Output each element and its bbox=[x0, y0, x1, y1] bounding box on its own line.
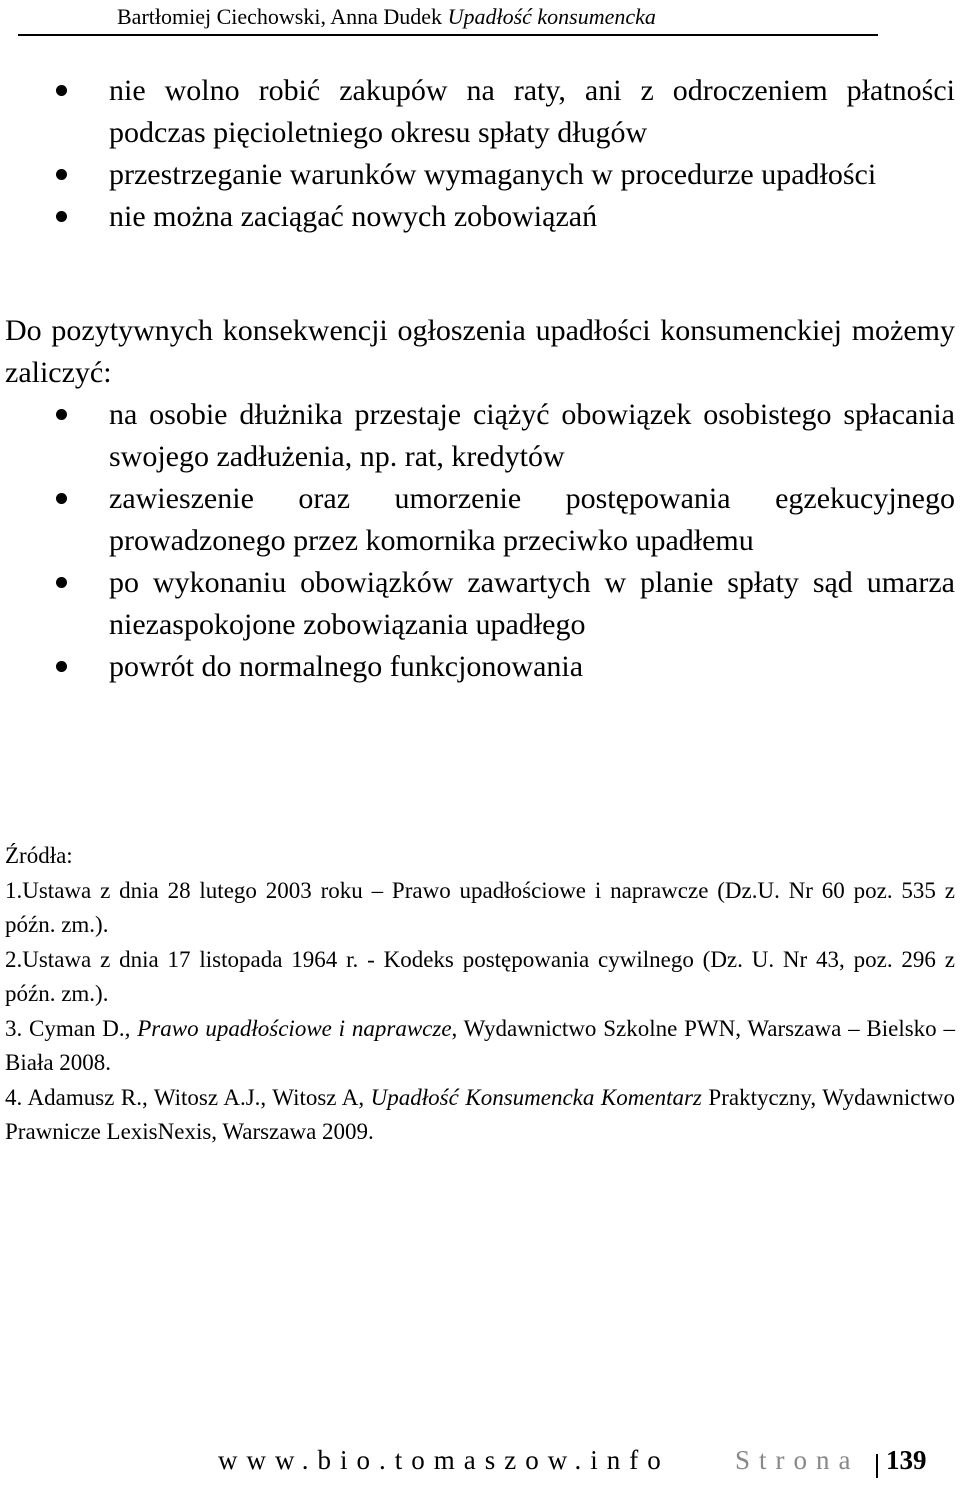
source-item-2: 2.Ustawa z dnia 17 listopada 1964 r. - Kodeks postępowania cywilnego (Dz. U. Nr 43, poz. 296 z późn. zm.). bbox=[5, 946, 955, 1006]
list-item bbox=[0, 196, 960, 238]
footer-separator bbox=[876, 1454, 878, 1478]
bullet-icon bbox=[56, 577, 67, 588]
bullet-icon bbox=[56, 169, 67, 180]
footer-page-label: Strona bbox=[735, 1445, 860, 1475]
list-item bbox=[0, 646, 960, 688]
bullet-icon bbox=[56, 85, 67, 96]
list-item-text: nie można zaciągać nowych zobowiązań bbox=[109, 200, 598, 233]
page-footer bbox=[0, 1445, 960, 1485]
list-item-text: na osobie dłużnika przestaje ciążyć obowiązek osobistego spłacania swojego zadłużenia, np. rat, kredytów bbox=[109, 398, 955, 473]
list-item-text: powrót do normalnego funkcjonowania bbox=[109, 650, 584, 683]
list-item bbox=[0, 562, 960, 646]
header-rule bbox=[18, 34, 878, 36]
bullet-icon bbox=[56, 661, 67, 672]
sources-heading: Źródła: bbox=[5, 843, 73, 868]
list-item bbox=[0, 394, 960, 478]
bullet-icon bbox=[56, 211, 67, 222]
positive-consequences-list bbox=[0, 394, 960, 688]
page-header bbox=[0, 0, 960, 40]
source-publisher: Praktyczny, Wydawnictwo Prawnicze LexisNexis, Warszawa 2009. bbox=[5, 1084, 955, 1144]
source-title: , Prawo upadłościowe i naprawcze bbox=[124, 1015, 452, 1041]
source-item-1: 1.Ustawa z dnia 28 lutego 2003 roku – Prawo upadłościowe i naprawcze (Dz.U. Nr 60 poz. 535 z późn. zm.). bbox=[5, 877, 955, 937]
header-authors: Bartłomiej Ciechowski, Anna Dudek bbox=[117, 4, 448, 29]
intro-paragraph: Do pozytywnych konsekwencji ogłoszenia upadłości konsumenckiej możemy zaliczyć: bbox=[5, 314, 955, 389]
list-item-text: nie wolno robić zakupów na raty, ani z odroczeniem płatności podczas pięcioletniego okresu spłaty długów bbox=[109, 74, 955, 149]
source-publisher: , Wydawnictwo Szkolne PWN, Warszawa – Bielsko – Biała 2008. bbox=[5, 1015, 955, 1075]
header-title: Upadłość konsumencka bbox=[447, 4, 656, 29]
source-item-4 bbox=[5, 1081, 955, 1150]
source-title: Upadłość Konsumencka Komentarz bbox=[370, 1084, 702, 1110]
page-number: 139 bbox=[886, 1445, 927, 1475]
bullet-icon bbox=[56, 493, 67, 504]
list-item-text: przestrzeganie warunków wymaganych w procedurze upadłości bbox=[109, 158, 877, 191]
list-item-text: zawieszenie oraz umorzenie postępowania egzekucyjnego prowadzonego przez komornika przeciwko upadłemu bbox=[109, 482, 955, 557]
list-item bbox=[0, 154, 960, 196]
source-author: 4. Adamusz R., Witosz A.J., Witosz A, bbox=[5, 1084, 371, 1110]
sources-section bbox=[5, 839, 955, 1150]
negative-consequences-list bbox=[0, 70, 960, 238]
source-author: 3. Cyman D. bbox=[5, 1015, 125, 1041]
header-text bbox=[117, 4, 656, 30]
bullet-icon bbox=[56, 409, 67, 420]
list-item bbox=[0, 70, 960, 154]
source-item-3 bbox=[5, 1012, 955, 1081]
list-item bbox=[0, 478, 960, 562]
list-item-text: po wykonaniu obowiązków zawartych w planie spłaty sąd umarza niezaspokojone zobowiązania upadłego bbox=[109, 566, 955, 641]
footer-url: www.bio.tomaszow.info bbox=[218, 1445, 670, 1475]
